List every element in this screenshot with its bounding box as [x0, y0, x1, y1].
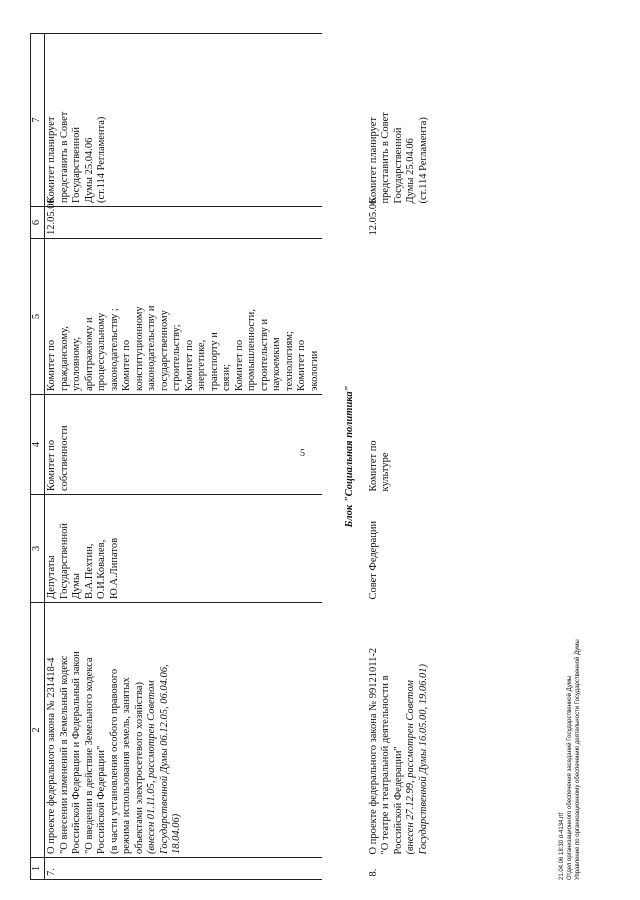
- text-line: энергетике,: [196, 339, 207, 391]
- bill-title: [46, 606, 146, 854]
- text-line: процессуальному: [96, 312, 107, 391]
- text-line: "О введении в действие Земельного кодекса: [83, 657, 95, 854]
- text-line: представить в Совет: [58, 111, 70, 203]
- text-line: 18.04.06): [171, 813, 182, 854]
- text-line: Государственной: [58, 523, 70, 599]
- text-line: экологии: [308, 350, 320, 391]
- text-line: Российской Федерации": [96, 745, 107, 854]
- text-line: В.А.Пехтин,: [83, 543, 95, 599]
- document-footer: [558, 639, 582, 880]
- date-cell: 12.05.06: [45, 207, 323, 239]
- bill-note: [146, 606, 184, 854]
- co-committees-cell: [367, 239, 432, 395]
- footer-line: 21.04.06 18:30 d-4134.rtf: [559, 812, 565, 880]
- header-cell: 4: [31, 395, 45, 495]
- text-line: транспорту и: [208, 332, 220, 391]
- text-line: объектами электросетевого хозяйства): [133, 682, 145, 854]
- committee-cell: [367, 395, 432, 495]
- text-line: режима использования земель, занятых: [121, 677, 132, 854]
- committee-cell: [45, 395, 323, 495]
- text-line: Государственной Думы 06.12.05, 06.04.06,: [158, 664, 170, 854]
- text-line: строительству;: [171, 324, 182, 391]
- header-cell: 5: [31, 239, 45, 395]
- text-line: Комитет по: [46, 339, 57, 391]
- footer-line: Отдел организационного обеспечения заседаний Государственной Думы: [567, 675, 573, 880]
- bill-title-cell: [45, 603, 323, 858]
- text-line: культуре: [380, 452, 391, 492]
- text-line: гражданскому,: [58, 326, 70, 391]
- text-line: Комитет планирует: [46, 116, 57, 203]
- text-line: Российской Федерации": [392, 746, 404, 855]
- text-line: Комитет по: [46, 439, 57, 491]
- block-heading-row: [322, 34, 367, 880]
- text-line: (внесен 01.11.05, рассмотрен Советом: [146, 680, 157, 854]
- bill-note: [405, 606, 430, 855]
- text-line: законодательству и: [146, 305, 157, 391]
- text-line: собственности: [58, 425, 70, 491]
- text-line: наукоемким: [271, 337, 282, 391]
- text-line: Государственной Думы 16.05.00, 19.06.01): [417, 664, 429, 855]
- text-line: Комитет по: [183, 339, 195, 391]
- text-line: О.И.Ковалев,: [96, 539, 107, 599]
- text-line: технологиям;: [283, 331, 295, 391]
- text-line: строительству и: [258, 318, 270, 391]
- co-committees-cell: [45, 239, 323, 395]
- text-line: О проекте федерального закона № 231418-4: [46, 657, 57, 854]
- text-line: (ст.114 Регламента): [96, 116, 107, 203]
- plan-cell: [367, 34, 432, 207]
- row-number: 8.: [367, 868, 379, 877]
- text-line: Комитет по: [296, 339, 307, 391]
- text-line: Комитет по: [367, 440, 379, 492]
- text-line: промышленности,: [246, 309, 257, 391]
- bill-title-cell: [367, 603, 432, 858]
- text-line: конституционному: [133, 306, 145, 391]
- text-line: Совет Федерации: [367, 520, 379, 600]
- author-cell: [367, 495, 432, 603]
- text-line: (ст.114 Регламента): [417, 117, 429, 204]
- rotated-document-sheet: [30, 20, 600, 880]
- text-line: "О внесении изменений в Земельный кодекс: [58, 655, 70, 854]
- header-cell: 2: [31, 603, 45, 858]
- text-line: связи;: [221, 364, 232, 391]
- text-line: Государственной: [392, 127, 404, 204]
- table-row: [45, 34, 323, 880]
- text-line: законодательству ;: [108, 308, 120, 391]
- text-line: Комитет по: [121, 339, 132, 391]
- header-cell: 6: [31, 207, 45, 239]
- text-line: О проекте федерального закона № 99121011-2: [367, 647, 379, 855]
- text-line: (в части установления особого правового: [108, 668, 120, 854]
- header-cell: 7: [31, 34, 45, 207]
- text-line: Думы 25.04.06: [83, 137, 95, 203]
- text-line: Думы: [71, 573, 82, 599]
- text-line: Государственной: [71, 127, 82, 203]
- text-line: Российской Федерации и Федеральный закон: [71, 651, 82, 854]
- block-title: Блок "Социальная политика": [344, 385, 355, 528]
- header-cell: 3: [31, 495, 45, 603]
- text-line: Депутаты: [46, 555, 57, 599]
- text-line: Комитет по: [233, 339, 245, 391]
- text-line: (внесен 27.12.99, рассмотрен Советом: [405, 680, 416, 855]
- author-cell: [45, 495, 323, 603]
- row-number: 7.: [45, 858, 323, 880]
- text-line: Комитет планирует: [367, 117, 379, 204]
- text-line: Думы 25.04.06: [405, 138, 416, 204]
- date-cell: 12.05.06: [367, 198, 379, 236]
- text-line: представить в Совет: [380, 112, 391, 204]
- text-line: "О театре и театральной деятельности в: [380, 675, 391, 855]
- plan-cell: [45, 34, 323, 207]
- text-line: арбитражному и: [83, 317, 95, 391]
- table-row: [367, 34, 432, 880]
- footer-line: Управление по организационному обеспечению деятельности Государственной Думы: [575, 639, 581, 880]
- bills-table: [30, 33, 431, 880]
- text-line: государственному: [158, 310, 170, 391]
- bill-title: [368, 606, 406, 855]
- page-number: 5: [300, 448, 305, 459]
- header-cell: 1: [31, 858, 45, 880]
- text-line: Ю.А.Липатов: [108, 537, 120, 599]
- header-row: [31, 34, 45, 880]
- text-line: уголовному,: [71, 337, 82, 391]
